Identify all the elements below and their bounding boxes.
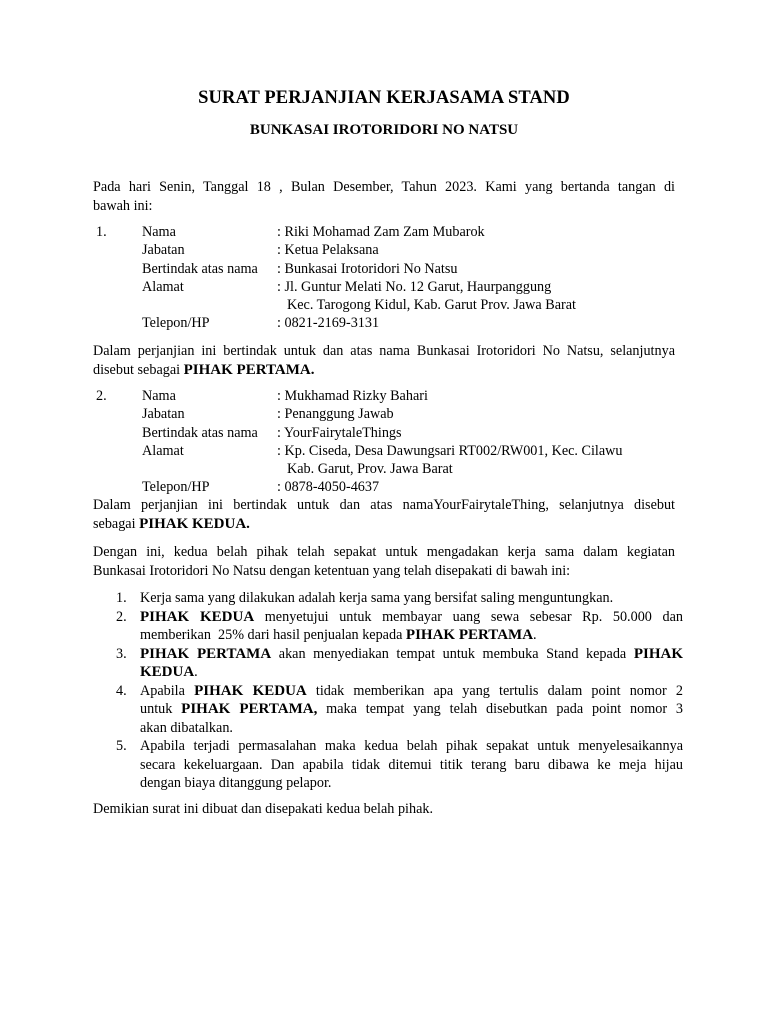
term-4-pihak-pertama: PIHAK PERTAMA, xyxy=(181,701,318,717)
term-3-line-2 xyxy=(140,663,683,682)
party-2-jabatan-value: : Penanggung Jawab xyxy=(277,406,394,423)
party-1-statement xyxy=(93,342,675,379)
pihak-kedua-label: PIHAK KEDUA. xyxy=(139,515,250,532)
party-1-atas-nama-label: Bertindak atas nama xyxy=(142,260,258,277)
term-4-line-2-text: maka tempat yang telah disebutkan pada point nomor 3 xyxy=(317,701,683,717)
party-2-details xyxy=(93,387,683,497)
party-1-nama-row xyxy=(93,223,683,241)
party-1-statement-line-2 xyxy=(93,361,675,380)
party-1-statement-line-1: Dalam perjanjian ini bertindak untuk dan atas nama Bunkasai Irotoridori No Natsu, selanjutnya xyxy=(93,343,675,359)
pihak-pertama-label: PIHAK PERTAMA. xyxy=(183,361,315,378)
party-1-statement-prefix: disebut sebagai xyxy=(93,361,184,378)
party-2-alamat-row-2 xyxy=(93,460,683,478)
party-2-nama-row xyxy=(93,387,683,405)
term-2-number: 2. xyxy=(116,608,127,625)
term-3-pihak: PIHAK xyxy=(633,645,683,662)
term-5-line-3: dengan biaya ditanggung pelapor. xyxy=(140,775,332,791)
term-4-line-3: akan dibatalkan. xyxy=(140,719,233,736)
opening-line-2: bawah ini: xyxy=(93,197,153,214)
term-2 xyxy=(93,608,683,645)
party-1-nama-label: Nama xyxy=(142,224,176,240)
term-5-number: 5. xyxy=(116,738,127,754)
term-4-number: 4. xyxy=(116,682,127,699)
party-2-atas-nama-label: Bertindak atas nama xyxy=(142,424,258,441)
term-4-line-2-prefix: untuk xyxy=(140,701,182,717)
document-title: SURAT PERJANJIAN KERJASAMA STAND xyxy=(198,88,570,108)
party-1-atas-nama-value: : Bunkasai Irotoridori No Natsu xyxy=(277,260,458,277)
term-2-pihak-kedua: PIHAK KEDUA xyxy=(140,608,255,625)
term-1-text: Kerja sama yang dilakukan adalah kerja sama yang bersifat saling menguntungkan. xyxy=(140,590,614,606)
term-3 xyxy=(93,645,683,682)
party-2-alamat-value-1: : Kp. Ciseda, Desa Dawungsari RT002/RW001, Kec. Cilawu xyxy=(277,442,623,459)
term-3-line-1-text: akan menyediakan tempat untuk membuka Stand kepada xyxy=(271,645,634,662)
agreement-intro xyxy=(93,543,675,580)
party-1-nama-value: : Riki Mohamad Zam Zam Mubarok xyxy=(277,224,485,240)
term-2-line-2-text: memberikan 25% dari hasil penjualan kepada xyxy=(140,627,406,643)
party-1-jabatan-value: : Ketua Pelaksana xyxy=(277,242,379,259)
term-3-pihak-pertama: PIHAK PERTAMA xyxy=(140,645,272,662)
term-3-number: 3. xyxy=(116,645,127,662)
party-1-jabatan-label: Jabatan xyxy=(142,242,185,259)
party-2-telepon-value: : 0878-4050-4637 xyxy=(277,479,380,496)
term-2-line-1 xyxy=(140,608,683,627)
party-1-details xyxy=(93,223,683,333)
party-2-telepon-label: Telepon/HP xyxy=(142,479,210,496)
party-2-atas-nama-row xyxy=(93,424,683,442)
party-2-nama-label: Nama xyxy=(142,388,176,404)
term-1 xyxy=(93,589,683,608)
party-2-number: 2. xyxy=(96,388,107,404)
party-1-alamat-value-2: Kec. Tarogong Kidul, Kab. Garut Prov. Jawa Barat xyxy=(287,297,576,314)
party-2-jabatan-label: Jabatan xyxy=(142,406,185,423)
term-2-line-1-text: menyetujui untuk membayar uang sewa sebesar Rp. 50.000 dan xyxy=(254,608,683,625)
term-2-pihak-pertama: PIHAK PERTAMA xyxy=(405,627,534,643)
party-2-alamat-label: Alamat xyxy=(142,442,184,459)
party-1-telepon-value: : 0821-2169-3131 xyxy=(277,315,380,332)
term-4-pihak-kedua: PIHAK KEDUA xyxy=(194,682,307,699)
term-3-line-1 xyxy=(140,645,683,664)
party-1-alamat-value-1: : Jl. Guntur Melati No. 12 Garut, Haurpanggung xyxy=(277,278,552,295)
agreement-intro-line-1: Dengan ini, kedua belah pihak telah sepakat untuk mengadakan kerja sama dalam kegiatan xyxy=(93,544,675,560)
party-2-statement-prefix: sebagai xyxy=(93,515,140,532)
party-1-telepon-row xyxy=(93,314,683,332)
term-4-line-1 xyxy=(140,682,683,701)
term-4-line-1-text: tidak memberikan apa yang tertulis dalam point nomor 2 xyxy=(306,682,683,699)
party-2-alamat-value-2: Kab. Garut, Prov. Jawa Barat xyxy=(287,461,453,478)
party-2-alamat-row xyxy=(93,442,683,460)
term-5-line-1: Apabila terjadi permasalahan maka kedua belah pihak sepakat untuk menyelesaikannya xyxy=(140,738,683,754)
party-2-statement xyxy=(93,496,675,533)
term-5 xyxy=(93,737,683,793)
document-subtitle: BUNKASAI IROTORIDORI NO NATSU xyxy=(249,122,519,138)
term-3-end: . xyxy=(194,664,198,680)
party-2-nama-value: : Mukhamad Rizky Bahari xyxy=(277,388,428,404)
term-1-number: 1. xyxy=(116,590,127,606)
party-2-jabatan-row xyxy=(93,405,683,423)
party-1-atas-nama-row xyxy=(93,260,683,278)
party-2-telepon-row xyxy=(93,478,683,496)
term-4-line-2 xyxy=(140,700,683,719)
party-2-statement-line-1: Dalam perjanjian ini bertindak untuk dan atas namaYourFairytaleThing, selanjutnya disebut xyxy=(93,497,675,513)
opening-line-1: Pada hari Senin, Tanggal 18 , Bulan Desember, Tahun 2023. Kami yang bertanda tangan di xyxy=(93,179,675,195)
party-1-alamat-row-2 xyxy=(93,296,683,314)
party-1-number: 1. xyxy=(96,224,107,240)
terms-list xyxy=(93,589,683,793)
term-5-line-2: secara kekeluargaan. Dan apabila tidak ditemui titik terang baru dibawa ke meja hijau xyxy=(140,756,683,773)
closing-statement: Demikian surat ini dibuat dan disepakati kedua belah pihak. xyxy=(93,801,434,817)
party-1-jabatan-row xyxy=(93,241,683,259)
opening-paragraph xyxy=(93,178,675,215)
party-2-atas-nama-value: : YourFairytaleThings xyxy=(277,424,402,441)
party-1-alamat-label: Alamat xyxy=(142,278,184,295)
agreement-intro-line-2: Bunkasai Irotoridori No Natsu dengan ketentuan yang telah disepakati di bawah ini: xyxy=(93,562,571,579)
term-2-end: . xyxy=(533,627,537,643)
term-2-line-2 xyxy=(140,626,683,645)
term-4-prefix: Apabila xyxy=(140,682,195,699)
party-1-telepon-label: Telepon/HP xyxy=(142,315,210,332)
party-1-alamat-row xyxy=(93,278,683,296)
term-4 xyxy=(93,682,683,738)
party-2-statement-line-2 xyxy=(93,515,675,534)
term-3-kedua: KEDUA xyxy=(140,664,195,680)
